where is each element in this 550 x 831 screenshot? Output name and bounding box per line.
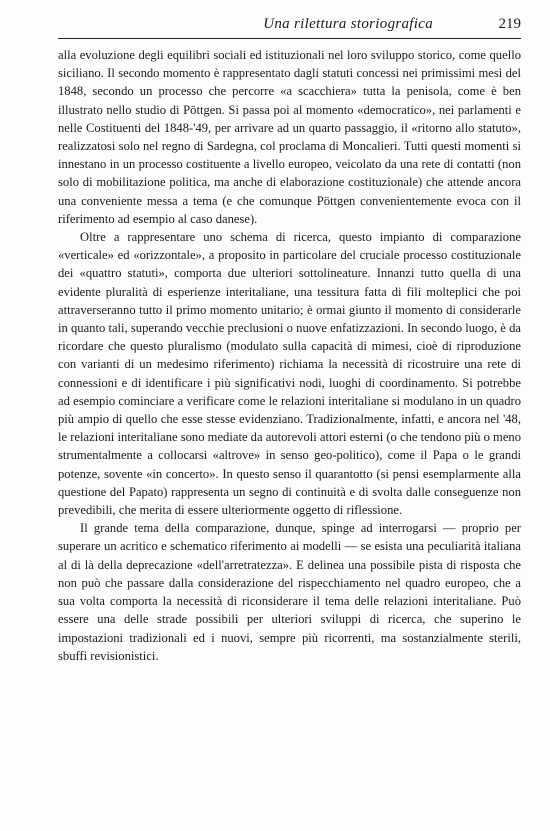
running-title: Una rilettura storiografica (263, 16, 433, 32)
running-header (58, 16, 521, 39)
paragraph-comparison-scheme: Oltre a rappresentare uno schema di ricerca, questo impianto di comparazione «verticale» ed «orizzontale», a proposito in particolare del cruciale processo costituzionale dei «quattro statuti», comporta due ulteriori sottolineature. Innanzi tutto quella di una evidente pluralità di esperienze interitaliane, una tessitura fatta di fili molteplici che poi attraverseranno tutto il primo momento unitario; è ormai giunto il momento di considerarle in quanto tali, superando vecchie preclusioni o nuove enfatizzazioni. In secondo luogo, è da ricordare che questo pluralismo (modulato sulla capacità di mimesi, cioè di riproduzione con varianti di un medesimo riferimento) richiama la necessità di ricostruire una rete di connessioni e di identificare i più significativi nodi, luoghi di coordinamento. Si potrebbe ad esempio cominciare a verificare come le relazioni interitaliane si modulano in un quadro più ampio di quello che esse stesse evidenziano. Tradizionalmente, infatti, e ancora nel '48, le relazioni interitaliane sono mediate da autorevoli attori esterni (o che tendono più o meno strumentalmente a collocarsi «altrove» in senso geo-politico), come il Papa o le grandi potenze, sovente «in concerto». In questo senso il quarantotto (si pensi esemplarmente alla questione del Papato) rappresenta un segno di continuità e di svolta dalle conseguenze non prevedibili, che merita di essere ulteriormente oggetto di riflessione. (58, 230, 522, 518)
paragraph-comparison-theme: Il grande tema della comparazione, dunque, spinge ad interrogarsi — proprio per superare un acritico e schematico riferimento ai modelli — se esista una peculiarità italiana al di là della deprecazione «dell'arretratezza». E delinea una possibile pista di risposta che non può che passare dalla considerazione del rispecchiamento nel quadro europeo, che a sua volta comporta la necessità di riconsiderare il tema delle relazioni interitaliane. Può essere una delle strade possibili per ulteriori sviluppi di ricerca, che superino le impostazioni tradizionali ed i nuovi, sempre più ricorrenti, ma sostanzialmente sterili, sbuffi revisionistici. (58, 521, 521, 663)
page-number: 219 (498, 16, 521, 32)
paragraph-continuation: alla evoluzione degli equilibri sociali ed istituzionali nel loro sviluppo storico, come quello siciliano. Il secondo momento è rappresentato dagli statuti concessi nei primissimi mesi del 1848, secondo un processo che percorre «a scacchiera» tutta la penisola, come è ben illustrato nello studio di Pöttgen. Si passa poi al momento «democratico», nei parlamenti e nelle Costituenti del 1848-'49, per arrivare ad un quarto passaggio, il «ritorno allo statuto», realizzatosi solo nel regno di Sardegna, col proclama di Moncalieri. Tutti questi momenti si innestano in un processo costituente a livello europeo, veicolato da una rete di contatti (non solo di mobilitazione politica, ma anche di elaborazione costituzionale) che attende ancora una conveniente messa a tema (e che comunque Pöttgen convenientemente evoca con il riferimento ad esempio al caso danese). (58, 48, 521, 226)
body-text (58, 46, 521, 665)
